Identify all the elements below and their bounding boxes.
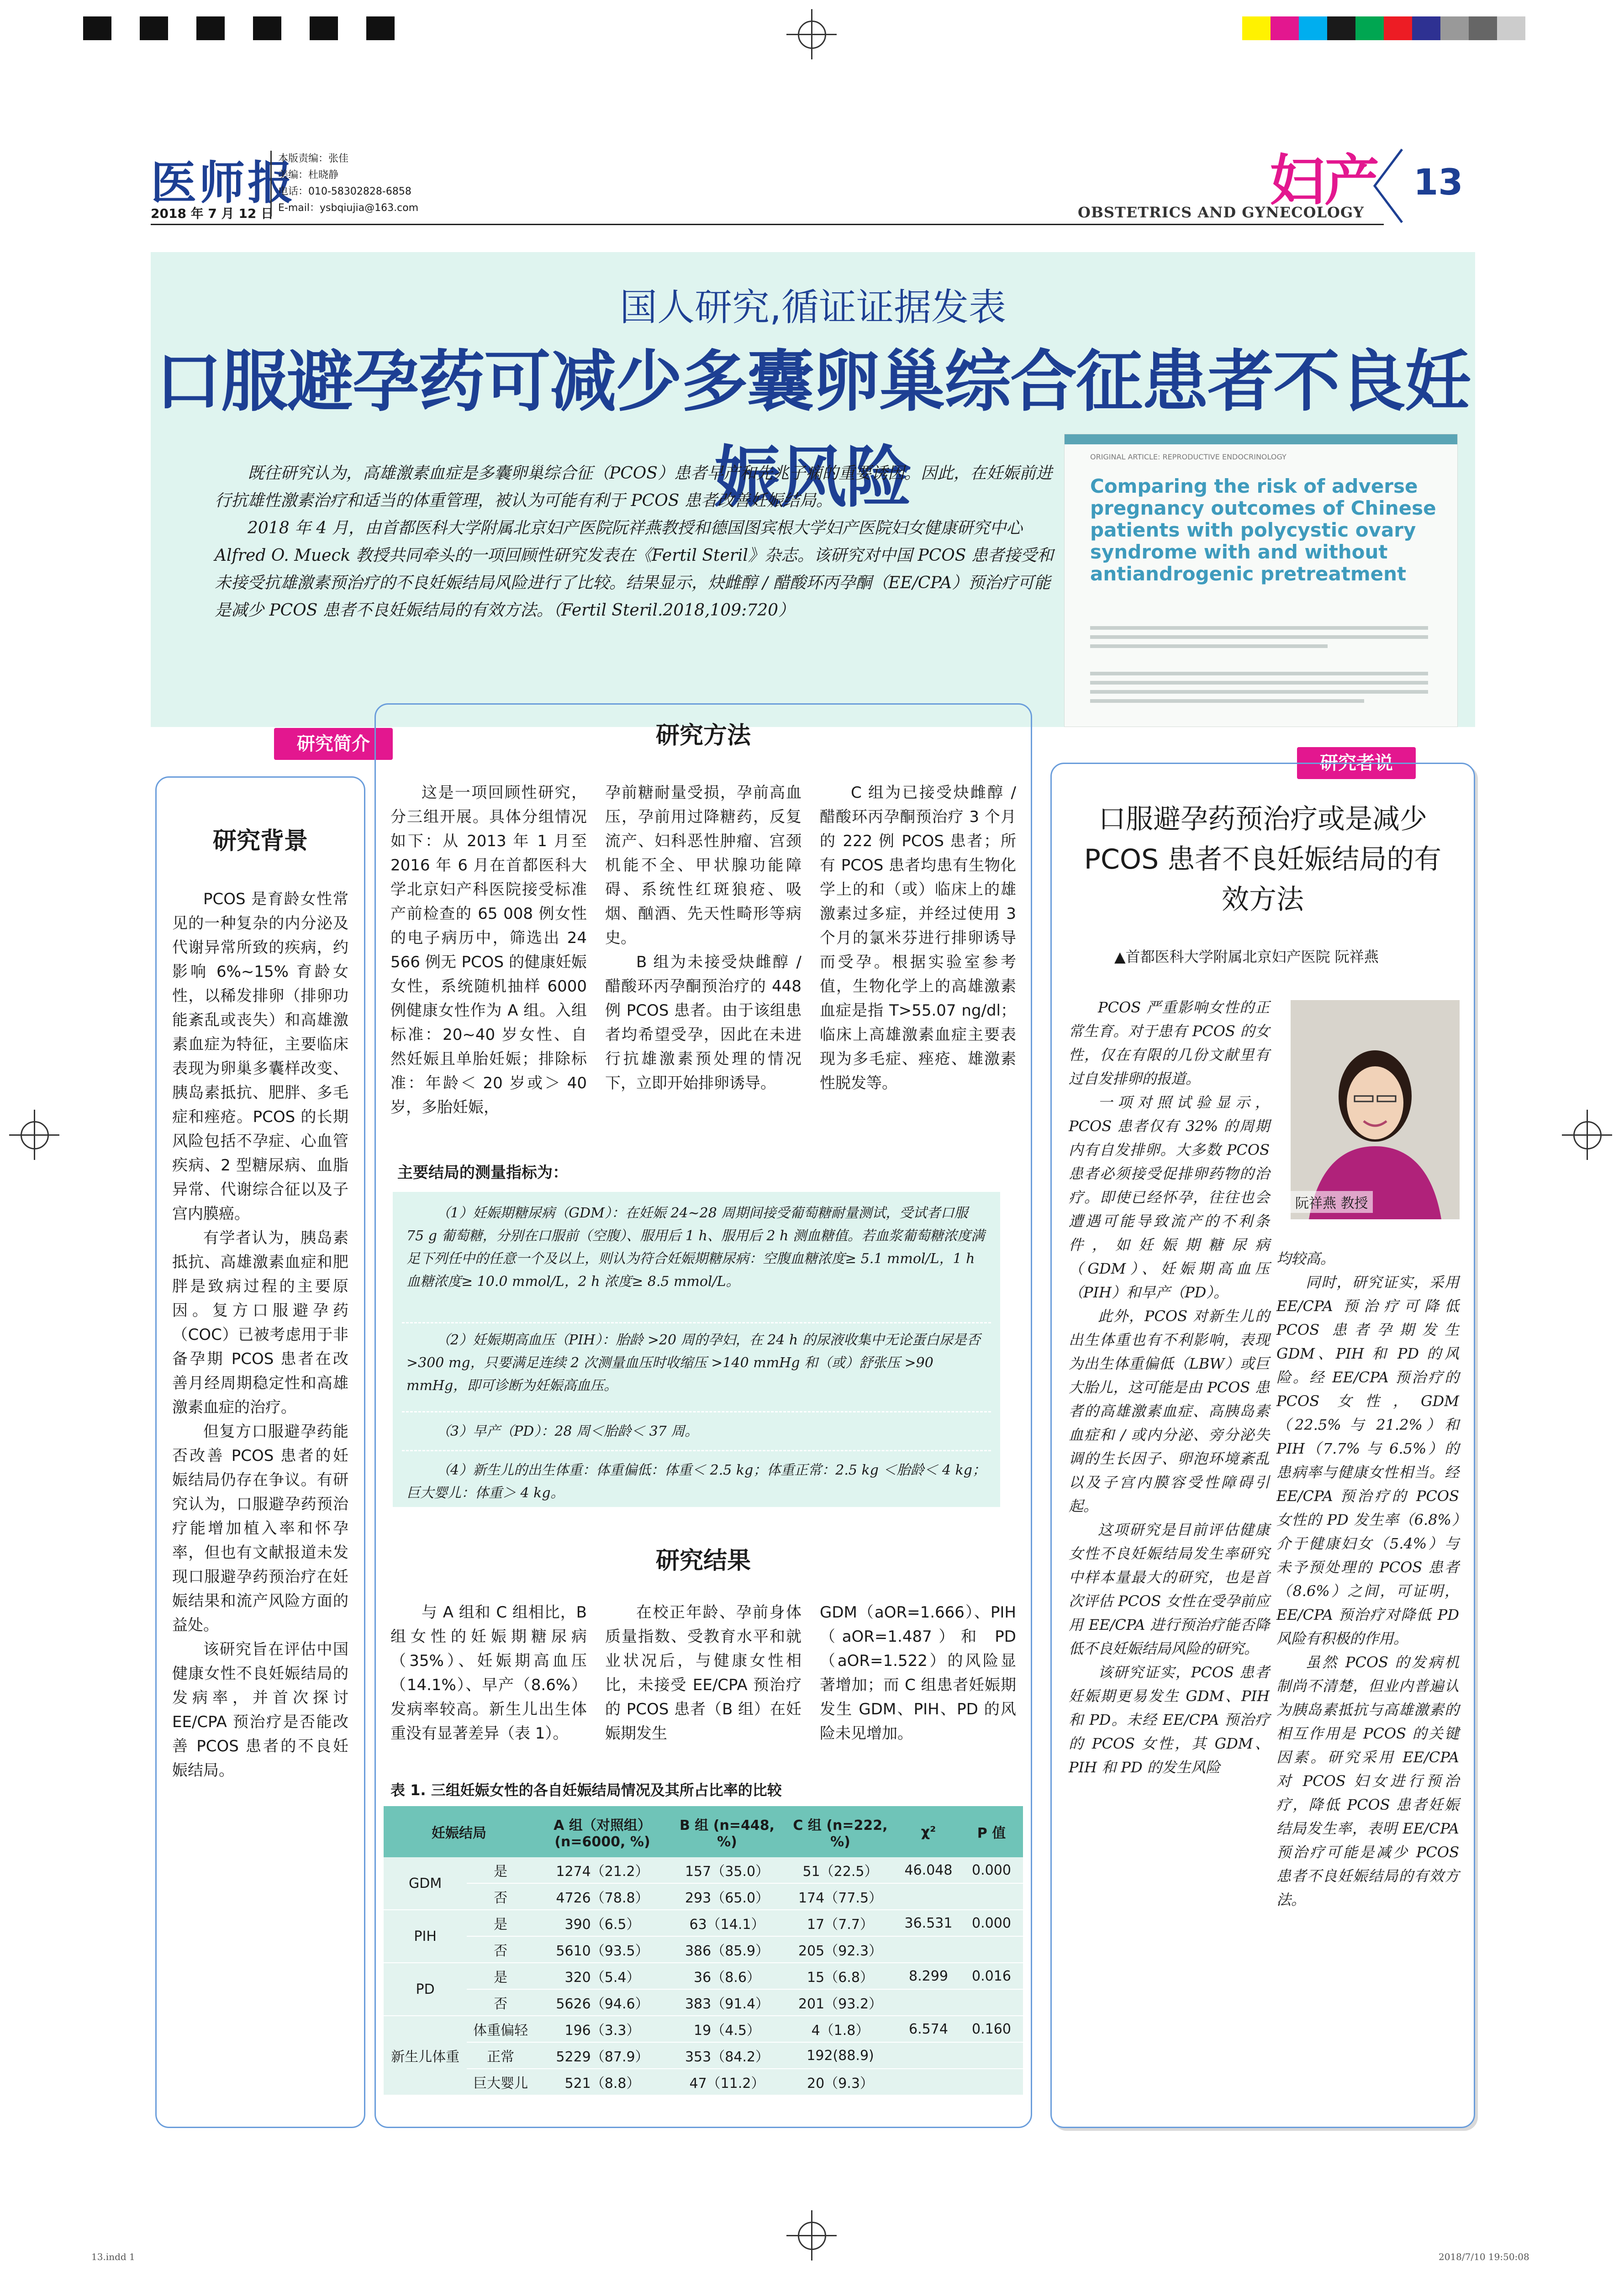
table-header-cell: χ²	[921, 1823, 936, 1840]
table-row	[384, 2069, 1023, 2095]
value-cell: 0.000	[972, 1862, 1011, 1878]
dashed-divider	[402, 1411, 991, 1412]
sub-cell: 正常	[487, 2049, 515, 2065]
table-row	[384, 1963, 1023, 1989]
value-cell	[897, 1883, 960, 1910]
measure-item	[406, 1459, 986, 1505]
sub-cell: 是	[494, 1864, 508, 1880]
header-rule	[151, 224, 1384, 225]
paper-text-line	[1090, 626, 1428, 630]
value-cell: 5626（94.6）	[556, 1996, 649, 2012]
footer-timestamp: 2018/7/10 19:50:08	[1439, 2251, 1529, 2262]
researcher-text-col-b	[1276, 1247, 1459, 1912]
researcher-paragraph: 该研究证实，PCOS 患者妊娠期更易发生 GDM、PIH 和 PD。未经 EE/CPA 预治疗的 PCOS 女性，其 GDM、PIH 和 PD 的发生风险	[1069, 1664, 1270, 1776]
background-heading: 研究背景	[212, 827, 308, 855]
researcher-photo	[1291, 1000, 1460, 1219]
email-label: E-mail：ysbqiujia@163.com	[278, 202, 419, 214]
value-cell: 0.160	[972, 2021, 1011, 2037]
value-cell	[960, 2042, 1023, 2069]
researcher-paragraph: 一项对照试验显示，PCOS 患者仅有 32% 的周期内有自发排卵。大多数 PCOS 患者必须接受促排卵药物的治疗。即使已经怀孕，往往也会遭遇可能导致流产的不利条件，如妊娠期糖尿病（GDM）、妊娠期高血压（PIH）和早产（PD）。	[1069, 1094, 1270, 1301]
portrait-illustration	[1291, 1000, 1460, 1219]
table-row	[384, 1910, 1023, 1936]
value-cell: 386（85.9）	[685, 1943, 770, 1959]
methods-paragraph: C 组为已接受炔雌醇 / 醋酸环丙孕酮预治疗 3 个月的 222 例 PCOS 患者；所有 PCOS 患者均患有生物化学上的和（或）临床上的雄激素过多症，并经过使用 3 个月的氯米芬进行排卵诱导而受孕。根据实验室参考值，生物化学上的高雄激素血症是指 T>55.07 ng/dl；临床上高雄激素血症主要表现为多毛症、痤疮、雄激素性脱发等。	[820, 784, 1016, 1092]
measure-item	[406, 1202, 986, 1293]
researcher-paragraph: 此外，PCOS 对新生儿的出生体重也有不利影响，表现为出生体重偏低（LBW）或巨大胎儿，这可能是由 PCOS 患者的高雄激素血症、高胰岛素血症和 / 或内分泌、旁分泌失调的生长因子、卵泡环境紊乱以及子宫内膜容受性障碍引起。	[1069, 1307, 1270, 1515]
paper-text-line	[1090, 690, 1428, 694]
value-cell: 63（14.1）	[689, 1917, 765, 1933]
measures-box	[393, 1192, 1000, 1507]
value-cell: 192(88.9)	[807, 2047, 874, 2064]
researcher-paragraph: PCOS 严重影响女性的正常生育。对于患有 PCOS 的女性，仅在有限的几份文献里有过自发排卵的报道。	[1069, 999, 1270, 1087]
methods-col-3	[820, 781, 1016, 1096]
measure-item	[406, 1329, 986, 1397]
color-bar-right	[1242, 16, 1525, 40]
researcher-paragraph: 均较高。	[1276, 1250, 1335, 1267]
phone-label: 电话：010-58302828-6858	[278, 186, 411, 197]
value-cell: 47（11.2）	[689, 2076, 765, 2092]
paper-text-line	[1090, 699, 1364, 703]
value-cell: 174（77.5）	[798, 1890, 883, 1906]
designer-label: 美编：杜晓静	[278, 169, 339, 181]
value-cell: 293（65.0）	[685, 1890, 770, 1906]
background-text	[172, 887, 348, 1783]
editor-info	[270, 151, 418, 216]
paper-text-line	[1090, 681, 1428, 685]
newspaper-logo: 医师报	[151, 156, 296, 210]
page-chevron-icon	[1370, 147, 1407, 225]
sub-cell: 否	[494, 1996, 508, 2012]
value-cell: 19（4.5）	[694, 2023, 760, 2039]
researcher-tag: 研究者说	[1297, 747, 1416, 779]
background-paragraph: PCOS 是育龄女性常见的一种复杂的内分泌及代谢异常所致的疾病，约影响 6%~15% 育龄女性，以稀发排卵（排卵功能紊乱或丧失）和高雄激素血症为特征，主要临床表现为卵巢多囊样改变、胰岛素抵抗、肥胖、多毛症和痤疮。PCOS 的长期风险包括不孕症、心血管疾病、2 型糖尿病、血脂异常、代谢综合征以及子宫内膜癌。	[172, 890, 348, 1223]
value-cell	[960, 1989, 1023, 2016]
crop-mark-top	[786, 9, 837, 59]
table-row	[384, 1857, 1023, 1883]
value-cell	[960, 2069, 1023, 2095]
value-cell	[897, 1989, 960, 2016]
sub-cell: 体重偏轻	[473, 2023, 528, 2039]
paper-tag: ORIGINAL ARTICLE: REPRODUCTIVE ENDOCRINOLOGY	[1090, 453, 1287, 461]
methods-paragraph: B 组为未接受炔雌醇 / 醋酸环丙孕酮预治疗的 448 例 PCOS 患者。由于该组患者均希望受孕，因此在未进行抗雄激素预处理的情况下，立即开始排卵诱导。	[605, 953, 801, 1092]
value-cell: 6.574	[909, 2021, 948, 2037]
sub-cell: 否	[494, 1890, 508, 1906]
value-cell: 390（6.5）	[564, 1917, 640, 1933]
sub-cell: 是	[494, 1970, 508, 1986]
table-row	[384, 2042, 1023, 2069]
value-cell: 157（35.0）	[685, 1864, 770, 1880]
dashed-divider	[402, 1450, 991, 1451]
value-cell: 36（8.6）	[694, 1970, 760, 1986]
editor-label: 本版责编：张佳	[278, 153, 349, 164]
table-row	[384, 1989, 1023, 2016]
value-cell: 196（3.3）	[564, 2023, 640, 2039]
group-cell: PD	[384, 1963, 467, 2016]
methods-col-1	[390, 781, 587, 1120]
value-cell: 4（1.8）	[811, 2023, 870, 2039]
table-row	[384, 2016, 1023, 2042]
results-paragraph: 与 A 组和 C 组相比，B 组女性的妊娠期糖尿病（35%）、妊娠期高血压（14.1%）、早产（8.6%）发病率较高。新生儿出生体重没有显著差异（表 1）。	[390, 1603, 587, 1743]
issue-date: 2018 年 7 月 12 日	[151, 206, 274, 221]
table-header-cell: B 组 (n=448, %)	[680, 1817, 775, 1850]
researcher-paragraph: 虽然 PCOS 的发病机制尚不清楚，但业内普遍认为胰岛素抵抗与高雄激素的相互作用是 PCOS 的关键因素。研究采用 EE/CPA 对 PCOS 妇女进行预治疗，降低 PCOS 患者妊娠结局发生率，表明 EE/CPA 预治疗可能是减少 PCOS 患者不良妊娠结局的有效方法。	[1276, 1654, 1459, 1908]
footer-file: 13.indd 1	[91, 2251, 135, 2262]
crop-mark-right	[1562, 1110, 1612, 1160]
measure-text: （2）妊娠期高血压（PIH）：胎龄 >20 周的孕妇，在 24 h 的尿液收集中无论蛋白尿是否 >300 mg，只要满足连续 2 次测量血压时收缩压 >140 mmHg 和（或）舒张压 >90 mmHg，即可诊断为妊娠高血压。	[406, 1332, 981, 1394]
value-cell: 383（91.4）	[685, 1996, 770, 2012]
researcher-paragraph: 同时，研究证实，采用 EE/CPA 预治疗可降低 PCOS 患者孕期发生 GDM、PIH 和 PD 的风险。经 EE/CPA 预治疗的 PCOS 女性，GDM（22.5% 与 21.2%）和 PIH（7.7% 与 6.5%）的患病率与健康女性相当。经 EE/CPA 预治疗的 PCOS 女性的 PD 发生率（6.8%）介于健康妇女（5.4%）与未予预处理的 PCOS 患者（8.6%）之间，可证明，EE/CPA 预治疗对降低 PD 风险有积极的作用。	[1276, 1274, 1459, 1647]
researcher-text-col-a	[1069, 996, 1270, 1779]
value-cell: 201（93.2）	[798, 1996, 883, 2012]
results-col-1	[390, 1601, 587, 1746]
value-cell	[960, 1936, 1023, 1963]
value-cell: 0.000	[972, 1915, 1011, 1931]
page-number: 13	[1413, 162, 1463, 203]
table-header-cell: A 组（对照组）(n=6000, %)	[554, 1817, 651, 1850]
background-paragraph: 有学者认为，胰岛素抵抗、高雄激素血症和肥胖是致病过程的主要原因。复方口服避孕药（COC）已被考虑用于非备孕期 PCOS 患者在改善月经周期稳定性和高雄激素血症的治疗。	[172, 1229, 348, 1417]
researcher-title: 口服避孕药预治疗或是减少 PCOS 患者不良妊娠结局的有效方法	[1084, 803, 1442, 916]
methods-paragraph: 孕前糖耐量受损，孕前高血压，孕前用过降糖药，反复流产、妇科恶性肿瘤、宫颈机能不全、甲状腺功能障碍、系统性红斑狼疮、吸烟、酗酒、先天性畸形等病史。	[605, 784, 801, 947]
researcher-byline: ▲首都医科大学附属北京妇产医院 阮祥燕	[1114, 948, 1379, 965]
value-cell: 36.531	[904, 1915, 953, 1931]
results-paragraph: 在校正年龄、孕前身体质量指数、受教育水平和就业状况后，与健康女性相比，未接受 EE/CPA 预治疗的 PCOS 患者（B 组）在妊娠期发生	[605, 1603, 801, 1743]
results-heading: 研究结果	[655, 1547, 751, 1575]
value-cell: 353（84.2）	[685, 2049, 770, 2065]
measure-text: （1）妊娠期糖尿病（GDM）：在妊娠 24~28 周期间接受葡萄糖耐量测试，受试者口服 75 g 葡萄糖，分别在口服前（空腹）、服用后 1 h、服用后 2 h 测血糖值。若血浆葡萄糖浓度满足下列任中的任意一个及以上，则认为符合妊娠期糖尿病：空腹血糖浓度≥ 5.1 mmol/L，1 h 血糖浓度≥ 10.0 mmol/L，2 h 浓度≥ 8.5 mmol/L。	[406, 1205, 985, 1290]
value-cell	[960, 1883, 1023, 1910]
background-paragraph: 该研究旨在评估中国健康女性不良妊娠结局的发病率，并首次探讨 EE/CPA 预治疗是否能改善 PCOS 患者的不良妊娠结局。	[172, 1640, 348, 1780]
methods-heading: 研究方法	[655, 722, 751, 749]
researcher-paragraph: 这项研究是目前评估健康女性不良妊娠结局发生率研究中样本量最大的研究，也是首次评估 PCOS 女性在受孕前应用 EE/CPA 进行预治疗能否降低不良妊娠结局风险的研究。	[1069, 1521, 1270, 1657]
results-col-2	[605, 1601, 801, 1746]
group-cell: 新生儿体重	[384, 2016, 467, 2095]
value-cell: 0.016	[972, 1968, 1011, 1984]
paper-thumbnail	[1064, 434, 1458, 727]
results-paragraph: GDM（aOR=1.666）、PIH（aOR=1.487）和 PD（aOR=1.522）的风险显著增加；而 C 组患者妊娠期发生 GDM、PIH、PD 的风险未见增加。	[820, 1603, 1016, 1743]
methods-paragraph: 这是一项回顾性研究，分三组开展。具体分组情况如下：从 2013 年 1 月至 2016 年 6 月在首都医科大学北京妇产科医院接受标准产前检查的 65 008 例女性的电子病历中，筛选出 24 566 例无 PCOS 的健康妊娠女性，系统随机抽样 6000 例健康女性作为 A 组。入组标准：20~40 岁女性、自然妊娠且单胎妊娠；排除标准：年龄＜ 20 岁或＞ 40 岁，多胎妊娠，	[390, 784, 587, 1117]
article-intro	[215, 460, 1055, 624]
paper-header-bar	[1065, 434, 1457, 444]
value-cell: 51（22.5）	[802, 1864, 878, 1880]
value-cell: 4726（78.8）	[556, 1890, 649, 1906]
methods-col-2	[605, 781, 801, 1096]
results-table-wrap	[384, 1806, 1023, 2096]
value-cell: 320（5.4）	[564, 1970, 640, 1986]
measure-text: （4）新生儿的出生体重：体重偏低：体重＜ 2.5 kg；体重正常：2.5 kg ＜胎龄＜ 4 kg；巨大婴儿：体重＞ 4 kg。	[406, 1462, 986, 1501]
registration-bar-left	[83, 16, 423, 40]
section-name: 妇产	[1270, 149, 1379, 213]
value-cell	[897, 2069, 960, 2095]
table-row	[384, 1883, 1023, 1910]
crop-mark-left	[9, 1110, 59, 1160]
table-caption: 表 1. 三组妊娠女性的各自妊娠结局情况及其所占比率的比较	[390, 1781, 782, 1799]
intro-paragraph: 2018 年 4 月，由首都医科大学附属北京妇产医院阮祥燕教授和德国图宾根大学妇产医院妇女健康研究中心 Alfred O. Mueck 教授共同牵头的一项回顾性研究发表在《Fertil Steril》杂志。该研究对中国 PCOS 患者接受和未接受抗雄激素预治疗的不良妊娠结局风险进行了比较。结果显示，炔雌醇 / 醋酸环丙孕酮（EE/CPA）预治疗可能是减少 PCOS 患者不良妊娠结局的有效方法。（Fertil Steril.2018,109:720）	[215, 519, 1054, 620]
measures-heading: 主要结局的测量指标为：	[397, 1164, 568, 1182]
intro-tag: 研究简介	[274, 728, 393, 760]
results-col-3	[820, 1601, 1016, 1746]
sub-cell: 否	[494, 1943, 508, 1959]
results-table	[384, 1806, 1023, 2096]
value-cell: 5229（87.9）	[556, 2049, 649, 2065]
value-cell: 8.299	[909, 1968, 948, 1984]
measure-item	[406, 1420, 986, 1443]
value-cell	[897, 2042, 960, 2069]
value-cell: 46.048	[904, 1862, 953, 1878]
table-header-row	[384, 1806, 1023, 1857]
paper-text-line	[1090, 644, 1328, 648]
value-cell: 15（6.8）	[807, 1970, 874, 1986]
value-cell: 1274（21.2）	[556, 1864, 649, 1880]
article-title: 口服避孕药可减少多囊卵巢综合征患者不良妊娠风险	[155, 343, 1471, 516]
group-cell: PIH	[384, 1910, 467, 1963]
value-cell: 205（92.3）	[798, 1943, 883, 1959]
crop-mark-bottom	[786, 2210, 837, 2260]
table-row	[384, 1936, 1023, 1963]
paper-text-line	[1090, 635, 1428, 639]
sub-cell: 巨大婴儿	[473, 2076, 528, 2092]
background-paragraph: 但复方口服避孕药能否改善 PCOS 患者的妊娠结局仍存在争议。有研究认为，口服避孕药预治疗能增加植入率和怀孕率，但也有文献报道未发现口服避孕药预治疗在妊娠结果和流产风险方面的益处。	[172, 1423, 348, 1634]
group-cell: GDM	[384, 1857, 467, 1910]
table-header-cell: C 组 (n=222, %)	[793, 1817, 888, 1850]
value-cell: 5610（93.5）	[556, 1943, 649, 1959]
value-cell: 521（8.8）	[564, 2076, 640, 2092]
value-cell: 20（9.3）	[807, 2076, 874, 2092]
paper-title: Comparing the risk of adverse pregnancy outcomes of Chinese patients with polycystic ovary syndrome with and without antiandrogenic pretreatment	[1090, 475, 1436, 585]
photo-caption: 阮祥燕 教授	[1291, 1191, 1373, 1213]
article-subtitle: 国人研究,循证证据发表	[619, 286, 1007, 329]
value-cell: 17（7.7）	[807, 1917, 874, 1933]
measure-text: （3）早产（PD）：28 周＜胎龄＜ 37 周。	[437, 1423, 699, 1439]
value-cell	[897, 1936, 960, 1963]
table-header-cell: P 值	[977, 1825, 1006, 1841]
paper-text-line	[1090, 672, 1428, 675]
dashed-divider	[402, 1322, 991, 1323]
intro-paragraph: 既往研究认为，高雄激素血症是多囊卵巢综合征（PCOS）患者早产和先兆子痫的重要诱因。因此，在妊娠前进行抗雄性激素治疗和适当的体重管理，被认为可能有利于 PCOS 患者改善妊娠结局。	[215, 464, 1052, 510]
sub-cell: 是	[494, 1917, 508, 1933]
table-header-cell: 妊娠结局	[432, 1825, 486, 1841]
background-column	[155, 776, 365, 2128]
section-english: OBSTETRICS AND GYNECOLOGY	[1078, 204, 1364, 221]
